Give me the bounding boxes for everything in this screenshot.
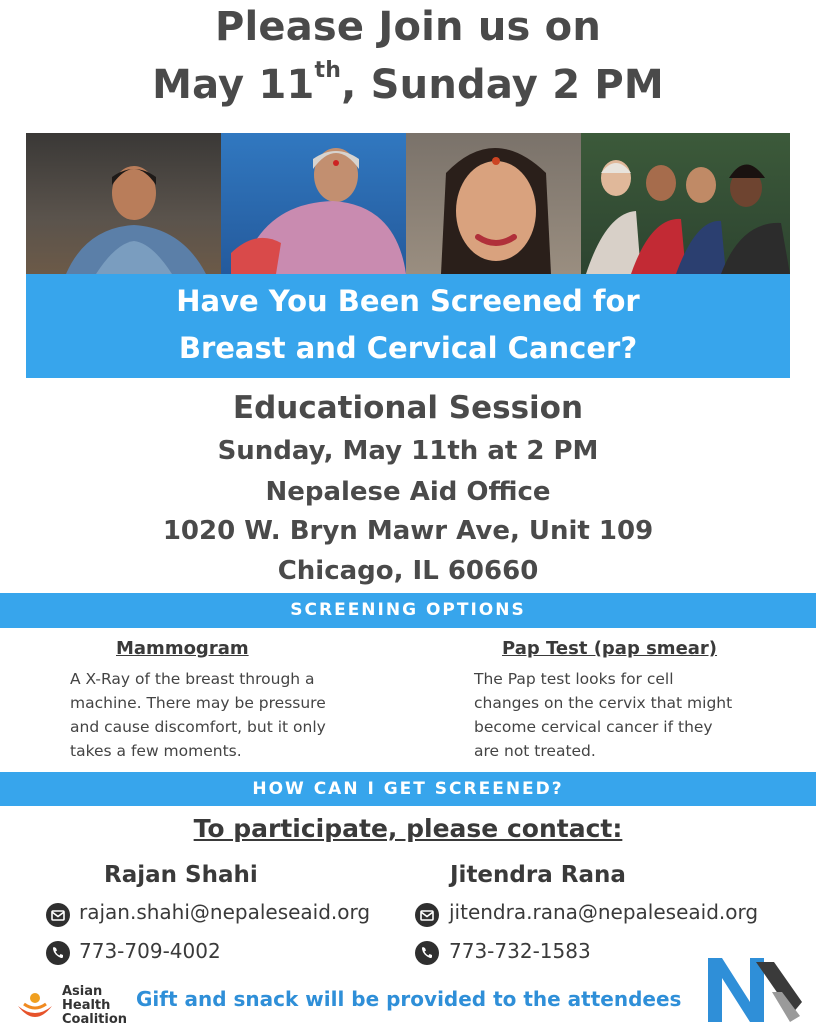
screening-options-bar: SCREENING OPTIONS — [0, 593, 816, 628]
photo-woman-2 — [221, 133, 406, 274]
mammogram-line: takes a few moments. — [70, 742, 242, 760]
phone-icon-glyph — [415, 941, 439, 965]
phone-icon — [415, 941, 439, 965]
session-place: Nepalese Aid Office — [265, 477, 551, 507]
pap-line: changes on the cervix that might — [474, 694, 733, 712]
phone-icon — [46, 941, 70, 965]
asian-health-coalition-logo-icon — [14, 984, 56, 1024]
session-title: Educational Session — [232, 390, 584, 426]
contact-email-jitendra[interactable]: jitendra.rana@nepaleseaid.org — [449, 900, 759, 924]
photo-strip — [26, 133, 790, 274]
contact-name-rajan: Rajan Shahi — [104, 862, 258, 888]
how-screened-bar: HOW CAN I GET SCREENED? — [0, 772, 816, 806]
photo-woman-1-art — [26, 133, 221, 274]
logo-line: Asian — [62, 984, 103, 999]
envelope-icon-glyph — [46, 903, 70, 927]
participate-heading: To participate, please contact: — [193, 814, 623, 843]
envelope-icon — [415, 903, 439, 927]
asian-health-coalition-logo-text — [62, 985, 127, 1027]
photo-woman-1 — [26, 133, 221, 274]
logo-line: Health — [62, 998, 111, 1013]
mammogram-description — [70, 667, 400, 763]
envelope-icon-glyph — [415, 903, 439, 927]
logo-mark — [14, 984, 56, 1024]
contact-name-jitendra: Jitendra Rana — [450, 862, 626, 888]
contact-email-rajan[interactable]: rajan.shahi@nepaleseaid.org — [79, 900, 371, 924]
pap-test-description — [474, 667, 804, 763]
pap-line: The Pap test looks for cell — [474, 670, 674, 688]
photo-group-art — [581, 133, 790, 274]
mammogram-title: Mammogram — [116, 638, 249, 659]
photo-woman-3 — [406, 133, 581, 274]
mammogram-line: machine. There may be pressure — [70, 694, 326, 712]
contact-phone-jitendra[interactable]: 773-732-1583 — [449, 939, 591, 963]
pap-line: are not treated. — [474, 742, 596, 760]
photo-group — [581, 133, 790, 274]
envelope-icon — [46, 903, 70, 927]
header-date — [0, 58, 816, 108]
phone-icon-glyph — [46, 941, 70, 965]
banner-line-1: Have You Been Screened for — [176, 284, 640, 318]
banner-line-2: Breast and Cervical Cancer? — [178, 331, 638, 365]
logo-line: Coalition — [62, 1012, 128, 1027]
contact-phone-rajan[interactable]: 773-709-4002 — [79, 939, 221, 963]
photo-woman-3-art — [406, 133, 581, 274]
mammogram-line: A X-Ray of the breast through a — [70, 670, 315, 688]
header-date-prefix: May 11 — [152, 62, 315, 108]
screening-question-banner — [26, 274, 790, 378]
header-line-1: Please Join us on — [214, 4, 602, 50]
gift-notice: Gift and snack will be provided to the attendees — [136, 987, 682, 1011]
session-city: Chicago, IL 60660 — [277, 556, 539, 586]
pap-line: become cervical cancer if they — [474, 718, 713, 736]
header-date-suffix: , Sunday 2 PM — [341, 62, 664, 108]
header-date-sup: th — [314, 58, 342, 83]
mammogram-line: and cause discomfort, but it only — [70, 718, 326, 736]
nepalese-aid-logo-mark — [702, 952, 806, 1022]
pap-test-title: Pap Test (pap smear) — [502, 638, 718, 659]
nepalese-aid-logo-icon — [702, 952, 806, 1022]
session-when: Sunday, May 11th at 2 PM — [217, 436, 599, 466]
session-address: 1020 W. Bryn Mawr Ave, Unit 109 — [162, 516, 654, 546]
photo-woman-2-art — [221, 133, 406, 274]
